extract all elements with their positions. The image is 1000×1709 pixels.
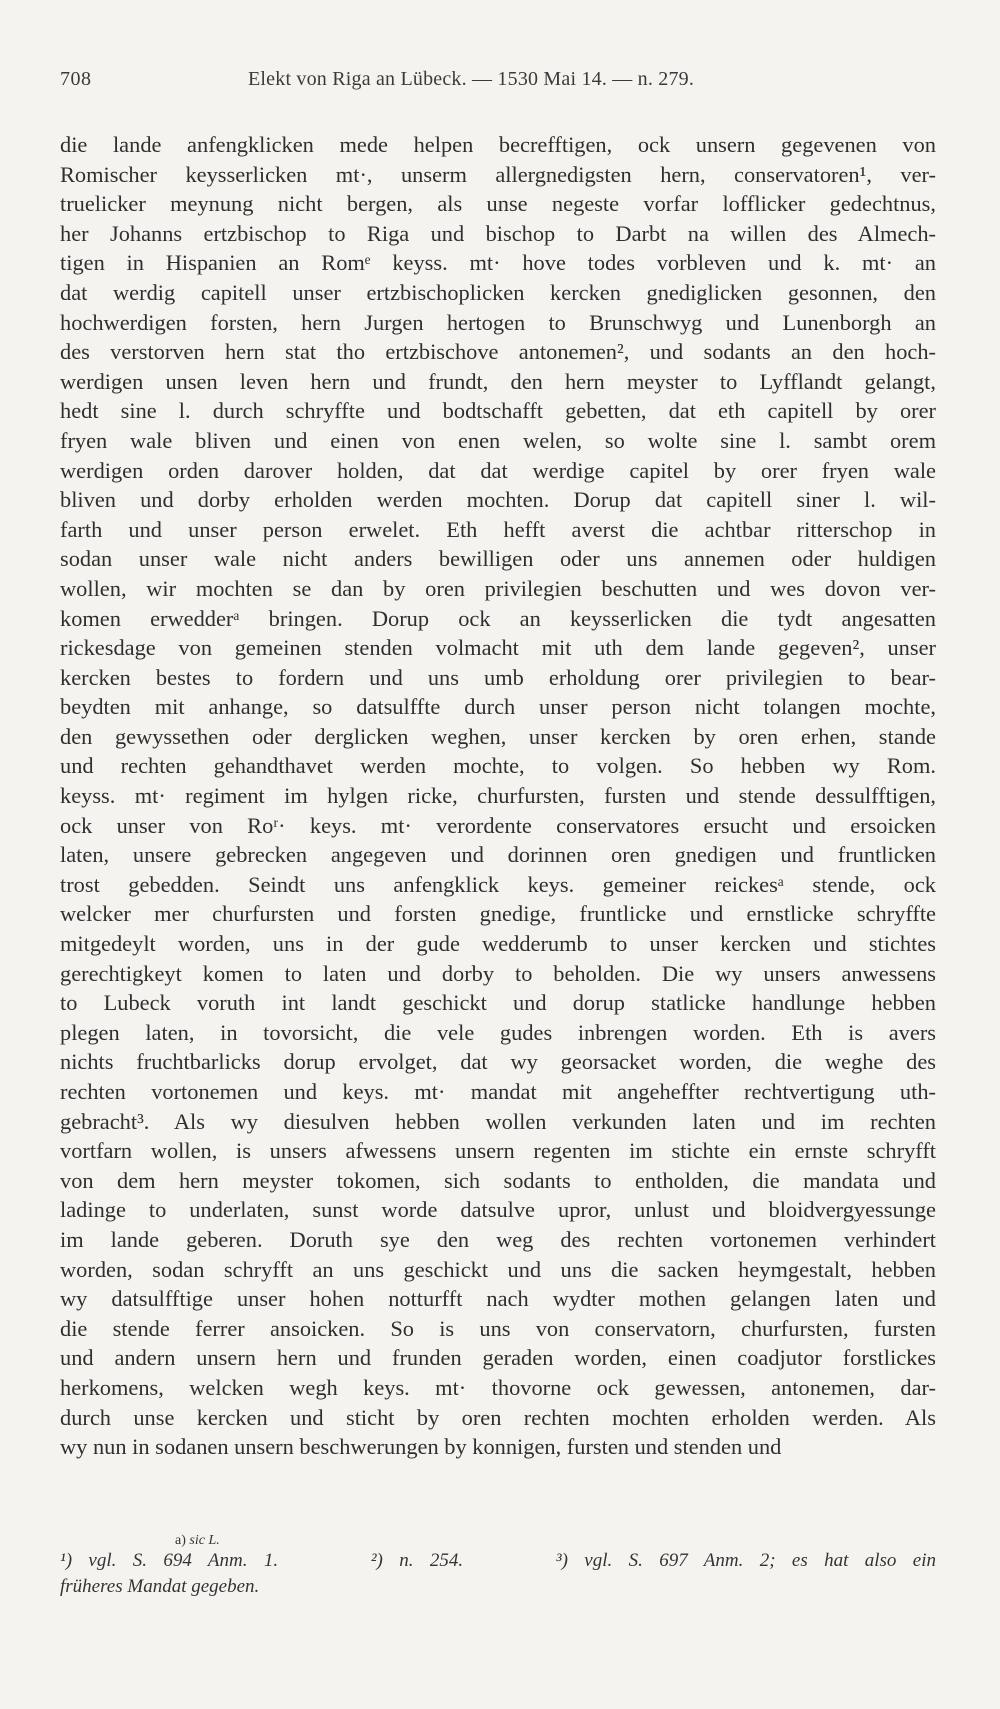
text-line: plegen laten, in tovorsicht, die vele gudes inbrengen worden. Eth is avers (60, 1019, 936, 1045)
text-line: werdigen orden darover holden, dat dat werdige capitel by orer fryen wale (60, 457, 936, 483)
text-line: farth und unser person erwelet. Eth hefft averst die achtbar ritterschop in (60, 516, 936, 542)
text-line: wy nun in sodanen unsern beschwerungen by konnigen, fursten und stenden und (60, 1434, 782, 1460)
text-line: gebracht³. Als wy diesulven hebben wollen verkunden laten und im rechten (60, 1108, 936, 1134)
text-line: laten, unsere gebrecken angegeven und dorinnen oren gnedigen und fruntlicken (60, 842, 936, 868)
text-line: herkomens, welcken wegh keys. mt· thovorne ock gewessen, antonemen, dar- (60, 1374, 936, 1400)
text-line: Romischer keysserlicken mt·, unserm allergnedigsten hern, conservatoren¹, ver- (60, 161, 936, 187)
body-text (60, 130, 936, 1462)
text-line: mitgedeylt worden, uns in der gude wedderumb to unser kercken und stichtes (60, 931, 936, 957)
text-line: beydten mit anhange, so datsulffte durch unser person nicht tolangen mochte, (60, 694, 936, 720)
text-line: ladinge to underlaten, sunst worde datsulve upror, unlust und bloidvergyessunge (60, 1197, 936, 1223)
text-line: bliven und dorby erholden werden mochten. Dorup dat capitell siner l. wil- (60, 487, 936, 513)
text-line: und rechten gehandthavet werden mochte, to volgen. So hebben wy Rom. (60, 753, 936, 779)
text-line: rickesdage von gemeinen stenden volmacht mit uth dem lande gegeven², unser (60, 635, 936, 661)
text-line: nichts fruchtbarlicks dorup ervolget, dat wy georsacket worden, die weghe des (60, 1049, 936, 1075)
text-line: trost gebedden. Seindt uns anfengklick keys. gemeiner reickesᵃ stende, ock (60, 871, 936, 897)
text-line: dat werdig capitell unser ertzbischoplicken kercken gnediglicken gesonnen, den (60, 279, 936, 305)
text-line: den gewyssethen oder derglicken weghen, unser kercken by oren erhen, stande (60, 723, 936, 749)
text-line: hedt sine l. durch schryffte und bodtschafft gebetten, dat eth capitell by orer (60, 398, 936, 424)
text-line: die stende ferrer ansoicken. So is uns von conservatorn, churfursten, fursten (60, 1315, 936, 1341)
footnote-a-text: sic L. (189, 1533, 220, 1548)
text-line: sodan unser wale nicht anders bewilligen oder uns annemen oder huldigen (60, 546, 936, 572)
text-line: ock unser von Roʳ· keys. mt· verordente conservatores ersucht und ersoicken (60, 812, 936, 838)
text-line: im lande geberen. Doruth sye den weg des rechten vortonemen verhindert (60, 1226, 936, 1252)
text-line: durch unse kercken und sticht by oren rechten mochten erholden werden. Als (60, 1404, 936, 1430)
footnote-row (60, 1548, 936, 1574)
text-line: kercken bestes to fordern und uns umb erholdung orer privilegien to bear- (60, 664, 936, 690)
text-line: tigen in Hispanien an Romᵉ keyss. mt· hove todes vorbleven und k. mt· an (60, 250, 936, 276)
text-line: wollen, wir mochten se dan by oren privilegien beschutten und wes dovon ver- (60, 575, 936, 601)
text-line: werdigen unsen leven hern und frundt, den hern meyster to Lyfflandt gelangt, (60, 368, 936, 394)
text-line: to Lubeck voruth int landt geschickt und dorup statlicke handlunge hebben (60, 990, 936, 1016)
footnote-2: ²) n. 254. (370, 1550, 464, 1571)
text-line: worden, sodan schryfft an uns geschickt und uns die sacken heymgestalt, hebben (60, 1256, 936, 1282)
text-line: von dem hern meyster tokomen, sich sodants to entholden, die mandata und (60, 1167, 936, 1193)
text-line: und andern unsern hern und frunden geraden worden, einen coadjutor forstlickes (60, 1345, 936, 1371)
text-line: truelicker meynung nicht bergen, als unse negeste vorfar lofflicker gedechtnus, (60, 191, 936, 217)
footnote-3: ³) vgl. S. 697 Anm. 2; es hat also ein (555, 1550, 937, 1571)
text-line: die lande anfengklicken mede helpen becrefftigen, ock unsern gegevenen von (60, 132, 936, 157)
running-title: Elekt von Riga an Lübeck. — 1530 Mai 14. — n. 279. (248, 68, 695, 90)
footnote-3-continued: früheres Mandat gegeben. (60, 1576, 260, 1597)
page-number: 708 (60, 68, 92, 90)
footnote-1: ¹) vgl. S. 694 Anm. 1. (60, 1550, 279, 1571)
text-line: fryen wale bliven und einen von enen welen, so wolte sine l. sambt orem (60, 427, 936, 453)
text-line: komen erwedderᵃ bringen. Dorup ock an keysserlicken die tydt angesatten (60, 605, 936, 631)
text-line: her Johanns ertzbischop to Riga und bischop to Darbt na willen des Almech- (60, 220, 936, 246)
footnote-a-marker: a) (175, 1533, 186, 1548)
text-line: rechten vortonemen und keys. mt· mandat mit angeheffter rechtvertigung uth- (60, 1079, 936, 1104)
text-line: vortfarn wollen, is unsers afwessens unsern regenten im stichte ein ernste schryfft (60, 1138, 936, 1164)
text-line: hochwerdigen forsten, hern Jurgen hertogen to Brunschwyg und Lunenborgh an (60, 309, 936, 335)
text-line: des verstorven hern stat tho ertzbischove antonemen², und sodants an den hoch- (60, 339, 936, 365)
text-line: welcker mer churfursten und forsten gnedige, fruntlicke und ernstlicke schryffte (60, 901, 936, 927)
text-line: keyss. mt· regiment im hylgen ricke, churfursten, fursten und stende dessulfftigen, (60, 783, 936, 809)
text-line: gerechtigkeyt komen to laten und dorby to beholden. Die wy unsers anwessens (60, 960, 936, 986)
text-line: wy datsulfftige unser hohen notturfft nach wydter mothen gelangen laten und (60, 1286, 936, 1312)
